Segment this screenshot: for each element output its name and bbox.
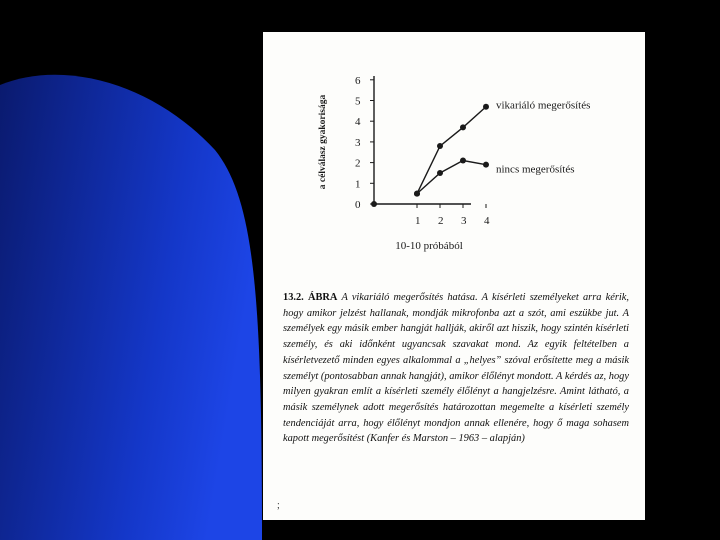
y-tick-label: 6	[355, 74, 361, 87]
scanned-figure-page	[263, 32, 645, 520]
y-tick-label: 3	[355, 136, 361, 149]
data-point	[483, 162, 489, 168]
data-point	[460, 124, 466, 130]
series-label: nincs megerősítés	[496, 163, 575, 176]
caption-text: A vikariáló megerősítés hatása. A kísérleti személyeket arra kérik, hogy amikor jelzést hallanak, mondják mikrofonba azt a szót, ami eszükbe jut. A személyek egy másik ember hangját hallják, akiről azt hiszik, hogy szintén kísérleti személy, és aki időnként ugyancsak szavakat mond. Az egyik feltételben a kísérletvezető minden egyes alkalommal a „helyes” szóval erősítette meg a másik személyt (pontosabban annak hangját), amikor élőlényt mondott. A kérdés az, hogy milyen gyakran említ a kísérleti személy élőlényt a hangjelzésre. Amint látható, a másik személynek adott megerősítés határozottan megemelte a kísérleti személy tendenciáját arra, hogy élőlényt mondjon annak ellenére, hogy ő maga sohasem kapott megerősítést (Kanfer és Marston – 1963 – alapján)	[283, 292, 629, 445]
series-line	[417, 161, 486, 194]
x-axis-title: 10-10 próbából	[395, 240, 463, 252]
y-axis-title: a célválasz gyakorisága	[318, 94, 328, 190]
x-tick-label: 1	[415, 215, 421, 227]
page-mark: ;	[277, 500, 280, 511]
caption-label: 13.2. ÁBRA	[283, 292, 338, 303]
y-tick-label: 5	[355, 95, 361, 108]
figure-caption	[283, 290, 629, 447]
y-tick-label: 0	[355, 199, 361, 211]
y-tick-label: 4	[355, 116, 361, 129]
x-tick-label: 3	[461, 215, 467, 227]
series-label: vikariáló megerősítés	[496, 99, 591, 112]
y-tick-label: 1	[355, 178, 361, 191]
line-chart	[263, 32, 645, 282]
data-point	[414, 191, 420, 197]
x-tick-label: 2	[438, 215, 444, 227]
series-line	[417, 107, 486, 194]
data-point	[437, 170, 443, 176]
x-tick-label: 4	[484, 215, 490, 227]
origin-point	[371, 201, 377, 207]
y-tick-label: 2	[355, 157, 361, 170]
data-point	[437, 143, 443, 149]
data-point	[460, 158, 466, 164]
data-point	[483, 104, 489, 110]
